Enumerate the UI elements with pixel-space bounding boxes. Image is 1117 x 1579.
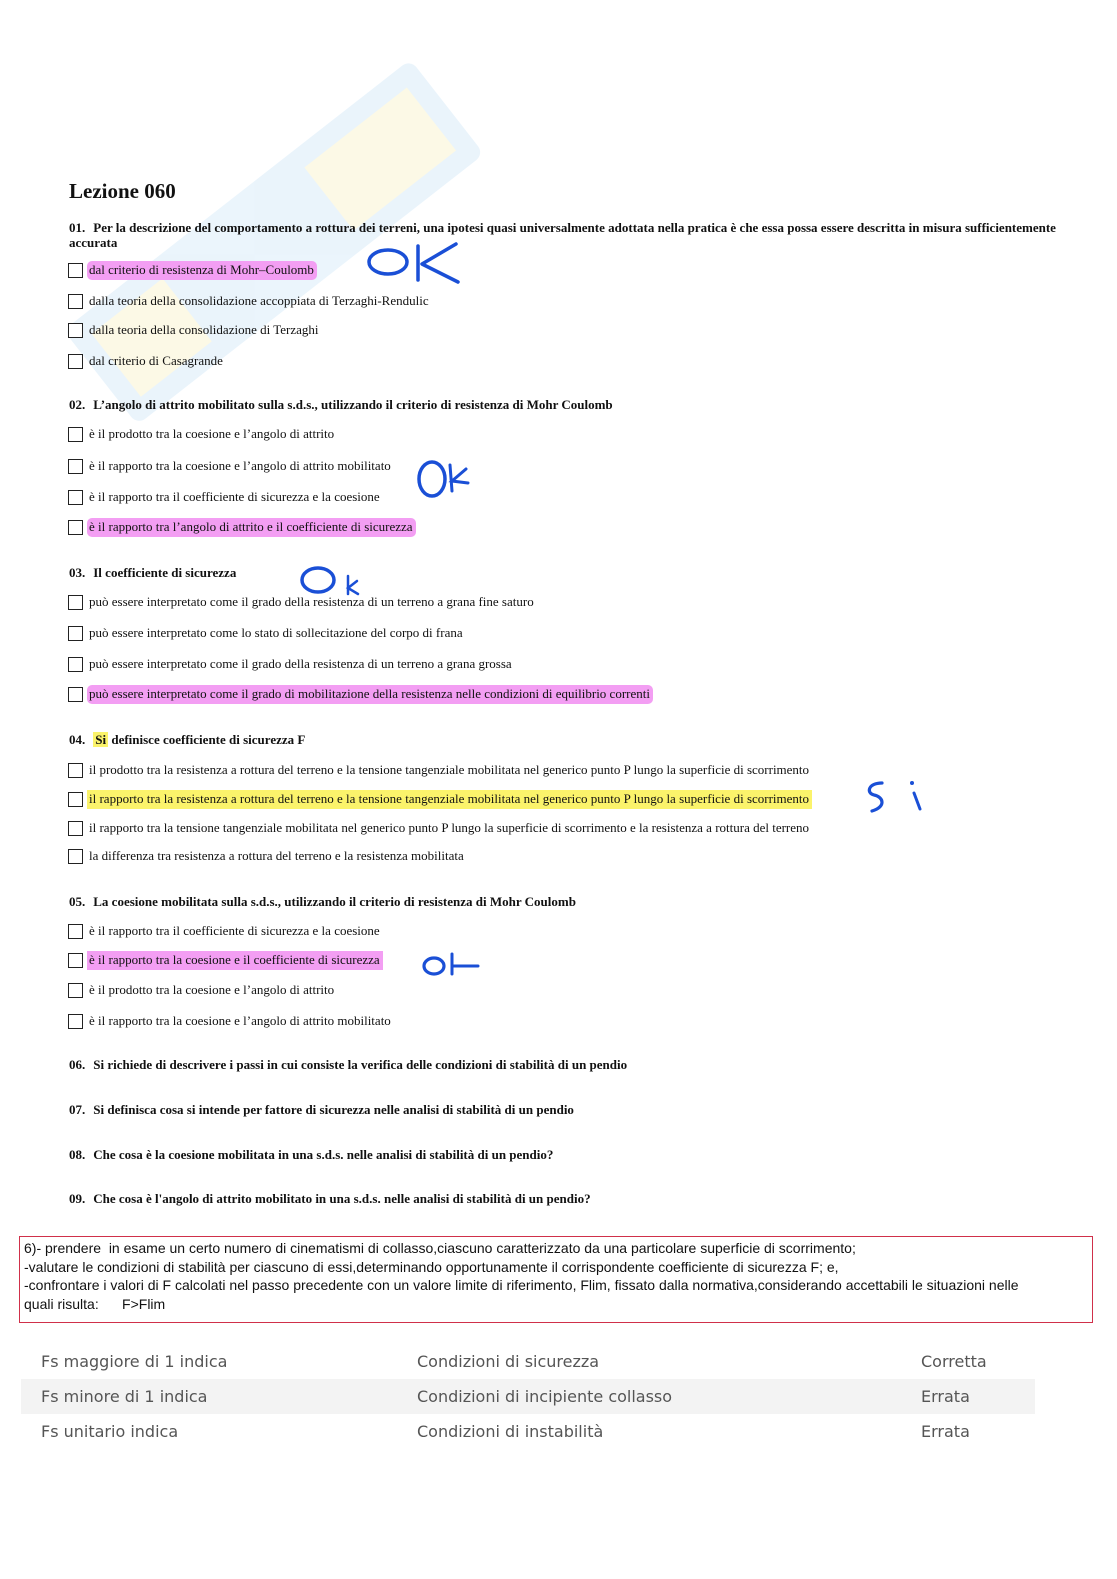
answer-option[interactable] (68, 921, 383, 941)
option-label: può essere interpretato come il grado della resistenza di un terreno a grana fine saturo (89, 593, 534, 609)
answer-option[interactable] (68, 654, 515, 674)
checkbox[interactable] (68, 323, 83, 338)
table-row (21, 1414, 1035, 1449)
option-label: dal criterio di Casagrande (89, 352, 223, 368)
checkbox[interactable] (68, 294, 83, 309)
answer-option[interactable] (68, 760, 812, 780)
handwritten-si-annotation (860, 777, 930, 817)
question-text: Che cosa è la coesione mobilitata in una s.d.s. nelle analisi di stabilità di un pendio? (93, 1147, 554, 1162)
answer-text-box (19, 1236, 1093, 1323)
table-row (21, 1344, 1035, 1379)
option-label: è il rapporto tra la coesione e il coefficiente di sicurezza (87, 951, 383, 970)
question-number: 03. (69, 565, 86, 580)
option-label: il rapporto tra la resistenza a rottura del terreno e la tensione tangenziale mobilitata nel generico punto P lungo la superficie di scorrimento (87, 790, 812, 809)
question-07 (69, 1102, 1059, 1117)
answer-option[interactable] (68, 351, 226, 371)
question-text: Si richiede di descrivere i passi in cui consiste la verifica delle condizioni di stabilità di un pendio (93, 1057, 628, 1072)
option-label: è il prodotto tra la coesione e l’angolo di attrito (89, 981, 335, 997)
question-text: Che cosa è l'angolo di attrito mobilitato in una s.d.s. nelle analisi di stabilità di un pendio? (93, 1191, 591, 1206)
statement-cell: Fs maggiore di 1 indica (41, 1352, 228, 1371)
option-label: è il rapporto tra la coesione e l’angolo di attrito mobilitato (89, 457, 391, 473)
answer-line: quali risulta: F>Flim (24, 1295, 166, 1312)
checkbox[interactable] (68, 983, 83, 998)
matching-table (21, 1344, 1035, 1449)
highlighted-word: Si (95, 732, 107, 747)
table-row (21, 1379, 1035, 1414)
answer-line: 6)- prendere in esame un certo numero di cinematismi di collasso,ciascuno caratterizzato da una particolare superficie di scorrimento; (24, 1240, 856, 1256)
option-label: è il rapporto tra il coefficiente di sicurezza e la coesione (89, 922, 380, 938)
statement-cell: Fs unitario indica (41, 1422, 179, 1441)
option-label: il prodotto tra la resistenza a rottura del terreno e la tensione tangenziale mobilitata nel generico punto P lungo la superficie di scorrimento (89, 761, 810, 777)
question-01 (69, 220, 1059, 250)
question-text: definisce coefficiente di sicurezza F (111, 732, 306, 747)
checkbox[interactable] (68, 595, 83, 610)
option-label: dal criterio di resistenza di Mohr–Coulomb (87, 261, 317, 280)
option-label: è il rapporto tra il coefficiente di sicurezza e la coesione (89, 488, 380, 504)
answer-option[interactable] (68, 950, 383, 970)
checkbox[interactable] (68, 687, 83, 702)
answer-option[interactable] (68, 684, 653, 704)
checkbox[interactable] (68, 657, 83, 672)
option-label: può essere interpretato come lo stato di sollecitazione del corpo di frana (89, 624, 463, 640)
question-number: 01. (69, 220, 86, 235)
handwritten-ok-annotation (420, 950, 486, 980)
option-label: può essere interpretato come il grado di mobilitazione della resistenza nelle condizioni di equilibrio correnti (87, 685, 653, 704)
checkbox[interactable] (68, 792, 83, 807)
option-label: è il prodotto tra la coesione e l’angolo di attrito (89, 425, 335, 441)
match-cell: Condizioni di sicurezza (417, 1352, 600, 1371)
checkbox[interactable] (68, 1014, 83, 1029)
question-number: 04. (69, 732, 86, 747)
question-08 (69, 1147, 1059, 1162)
question-number: 07. (69, 1102, 86, 1117)
answer-line: -confrontare i valori di F calcolati nel passo precedente con un valore limite di riferimento, Flim, fissato dalla normativa,considerando accettabili le situazioni nelle (24, 1277, 1019, 1293)
option-label: è il rapporto tra l’angolo di attrito e il coefficiente di sicurezza (87, 518, 416, 537)
checkbox[interactable] (68, 924, 83, 939)
question-text: Per la descrizione del comportamento a rottura dei terreni, una ipotesi quasi universalmente adottata nella pratica è che essa possa essere descritta in misura sufficientemente accurata (69, 220, 1056, 250)
checkbox[interactable] (68, 953, 83, 968)
checkbox[interactable] (68, 459, 83, 474)
checkbox[interactable] (68, 821, 83, 836)
match-cell: Condizioni di instabilità (417, 1422, 604, 1441)
result-cell: Errata (921, 1387, 970, 1406)
option-label: dalla teoria della consolidazione accoppiata di Terzaghi-Rendulic (89, 292, 429, 308)
answer-option[interactable] (68, 487, 383, 507)
question-06 (69, 1057, 1059, 1072)
option-label: è il rapporto tra la coesione e l’angolo di attrito mobilitato (89, 1012, 391, 1028)
answer-option[interactable] (68, 623, 466, 643)
match-cell: Condizioni di incipiente collasso (417, 1387, 673, 1406)
answer-option[interactable] (68, 789, 812, 809)
result-cell: Errata (921, 1422, 970, 1441)
answer-option[interactable] (68, 291, 432, 311)
answer-option[interactable] (68, 980, 337, 1000)
question-05 (69, 894, 1059, 909)
question-number: 02. (69, 397, 86, 412)
question-text: Il coefficiente di sicurezza (93, 565, 237, 580)
answer-option[interactable] (68, 517, 416, 537)
option-label: la differenza tra resistenza a rottura del terreno e la resistenza mobilitata (89, 847, 464, 863)
page-title: Lezione 060 (69, 179, 176, 203)
question-03 (69, 565, 1059, 580)
question-text: Si definisca cosa si intende per fattore di sicurezza nelle analisi di stabilità di un pendio (93, 1102, 574, 1117)
answer-option[interactable] (68, 1011, 394, 1031)
checkbox[interactable] (68, 626, 83, 641)
answer-option[interactable] (68, 260, 317, 280)
handwritten-ok-annotation (296, 562, 366, 598)
option-label: il rapporto tra la tensione tangenziale mobilitata nel generico punto P lungo la superficie di scorrimento e la resistenza a rottura del terreno (89, 819, 810, 835)
answer-line: -valutare le condizioni di stabilità per ciascuno di essi,determinando opportunamente il corrispondente coefficiente di sicurezza F; e, (24, 1258, 839, 1275)
checkbox[interactable] (68, 427, 83, 442)
question-04 (69, 732, 1059, 747)
question-number: 06. (69, 1057, 86, 1072)
question-02 (69, 397, 1059, 412)
question-number: 08. (69, 1147, 86, 1162)
checkbox[interactable] (68, 520, 83, 535)
checkbox[interactable] (68, 354, 83, 369)
result-cell: Corretta (921, 1352, 987, 1371)
option-label: dalla teoria della consolidazione di Terzaghi (89, 321, 319, 337)
question-number: 05. (69, 894, 86, 909)
checkbox[interactable] (68, 490, 83, 505)
handwritten-ok-annotation (360, 238, 470, 288)
option-label: può essere interpretato come il grado della resistenza di un terreno a grana grossa (89, 655, 512, 671)
question-text: L’angolo di attrito mobilitato sulla s.d.s., utilizzando il criterio di resistenza di Mohr Coulomb (93, 397, 613, 412)
statement-cell: Fs minore di 1 indica (41, 1387, 208, 1406)
answer-option[interactable] (68, 424, 337, 444)
checkbox[interactable] (68, 263, 83, 278)
checkbox[interactable] (68, 763, 83, 778)
answer-option[interactable] (68, 456, 394, 476)
question-text: La coesione mobilitata sulla s.d.s., utilizzando il criterio di resistenza di Mohr Coulomb (93, 894, 576, 909)
answer-option[interactable] (68, 846, 467, 866)
answer-option[interactable] (68, 818, 812, 838)
handwritten-ok-annotation (412, 455, 472, 503)
question-number: 09. (69, 1191, 86, 1206)
answer-option[interactable] (68, 320, 322, 340)
question-09 (69, 1191, 1059, 1206)
checkbox[interactable] (68, 849, 83, 864)
